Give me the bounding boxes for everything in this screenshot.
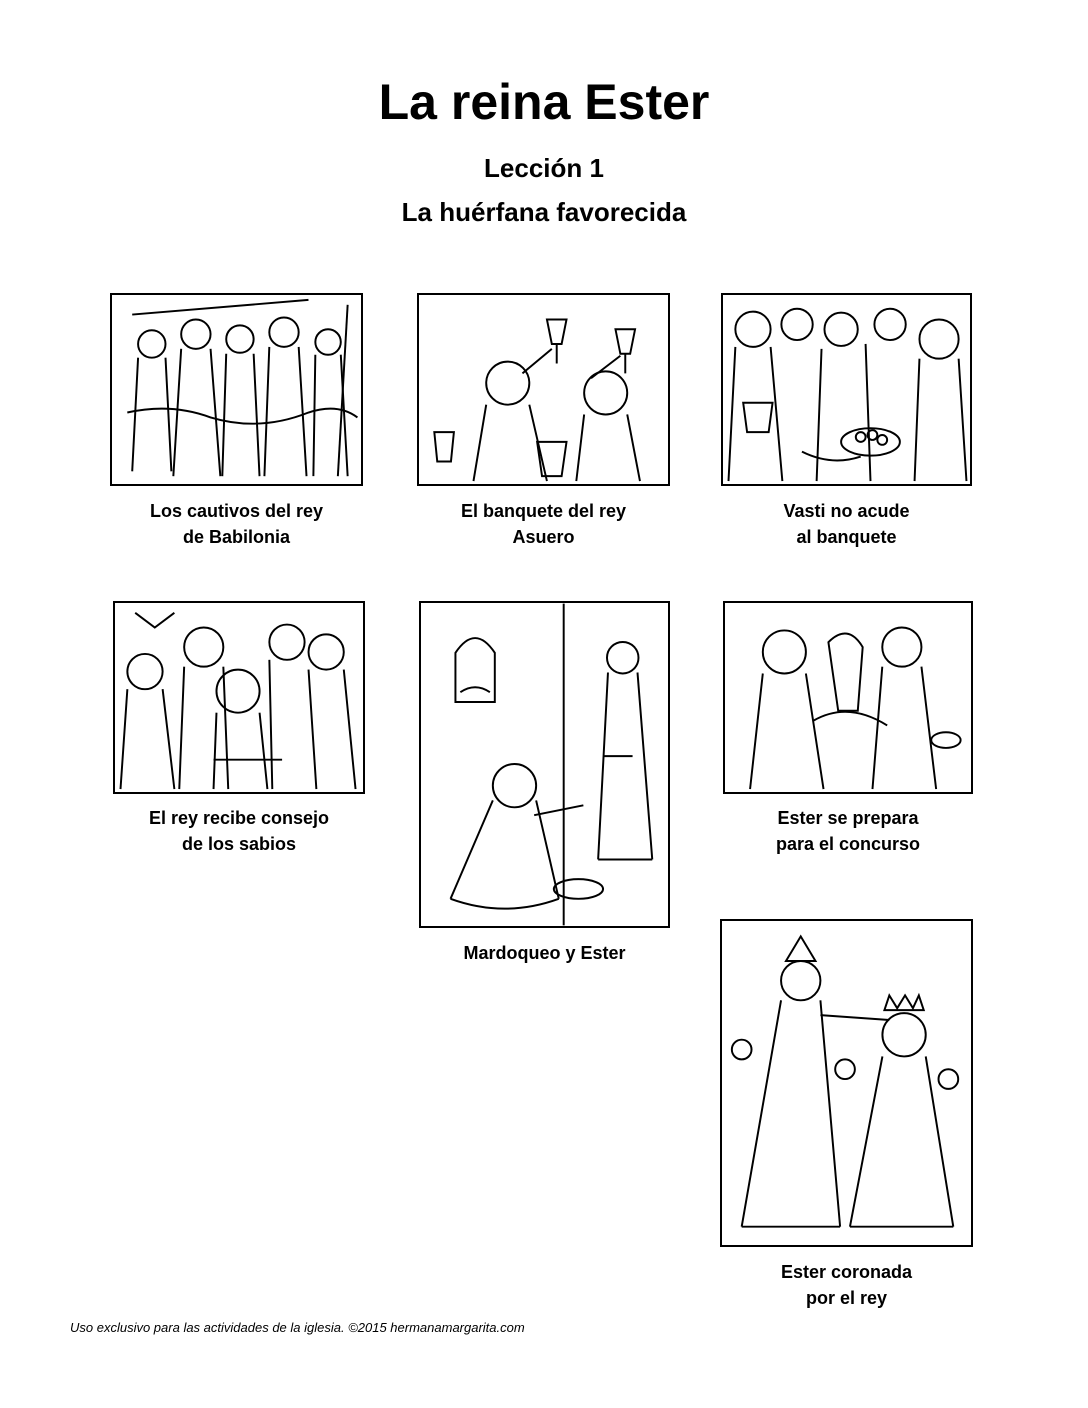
caption-vashti [721, 498, 972, 550]
coronation-illustration [722, 921, 971, 1245]
caption-captives [110, 498, 363, 550]
lesson-subtitle: La huérfana favorecida [401, 197, 687, 227]
caption-line: Vasti no acude [783, 501, 910, 521]
panel-wise-men [113, 601, 365, 794]
caption-line: El rey recibe consejo [148, 808, 330, 828]
panel-captives [110, 293, 363, 486]
caption-banquet [417, 498, 670, 550]
captives-illustration [112, 295, 361, 484]
caption-line: al banquete [796, 527, 897, 547]
caption-line: El banquete del rey [460, 501, 627, 521]
footer-copyright: Uso exclusivo para las actividades de la iglesia. ©2015 hermanamargarita.com [70, 1320, 525, 1335]
caption-line: Ester coronada [780, 1262, 913, 1282]
wise-men-illustration [115, 603, 363, 792]
caption-line: para el concurso [775, 834, 921, 854]
mordecai-esther-illustration [421, 603, 668, 926]
caption-preparation [723, 805, 973, 857]
banquet-illustration [419, 295, 668, 484]
caption-line: Los cautivos del rey [149, 501, 324, 521]
caption-mordecai-esther [419, 940, 670, 966]
caption-wise-men [113, 805, 365, 857]
vashti-illustration [723, 295, 970, 484]
panel-coronation [720, 919, 973, 1247]
preparation-illustration [725, 603, 971, 792]
caption-line: por el rey [805, 1288, 888, 1308]
caption-line: Asuero [512, 527, 575, 547]
panel-banquet [417, 293, 670, 486]
caption-line: de los sabios [181, 834, 297, 854]
caption-line: Ester se prepara [777, 808, 919, 828]
lesson-number: Lección 1 [484, 153, 604, 183]
page-title: La reina Ester [378, 74, 710, 130]
panel-preparation [723, 601, 973, 794]
caption-line: Mardoqueo y Ester [463, 943, 626, 963]
panel-vashti [721, 293, 972, 486]
panel-mordecai-esther [419, 601, 670, 928]
caption-line: de Babilonia [182, 527, 290, 547]
caption-coronation [720, 1259, 973, 1311]
